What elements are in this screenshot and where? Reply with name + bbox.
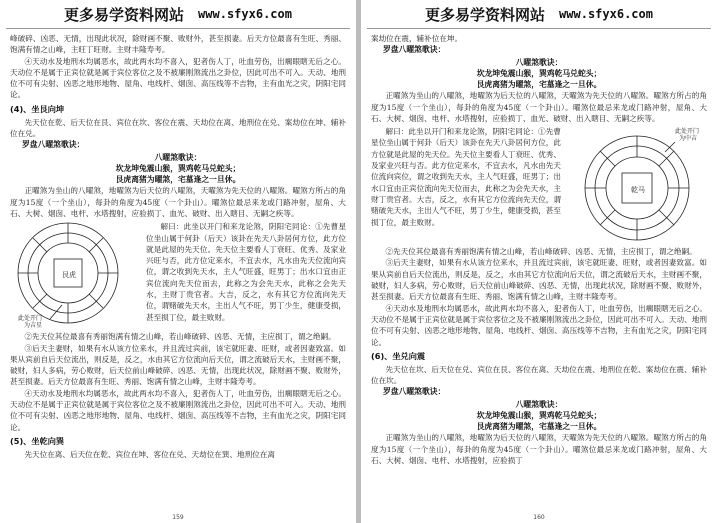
paragraph: 先天位在乾、后天位在艮、宾位在坎、客位在震、天劫位在离、地刑位在兑、案劫位在坤、辅补位在兑。 [10, 117, 346, 139]
poem-line: 艮虎离猪为曜煞，宅墓逢之一旦休。 [476, 80, 602, 90]
compass-diagram [10, 221, 140, 331]
diagram-center-label: 乾马 [631, 186, 645, 195]
poem-title: 八曜煞歌诀： [515, 58, 563, 68]
paragraph: ③后天主妻财，如果有水从该方位来水，并且流过宾前，该宅就旺妻、旺财，或者因妻致富。如果从宾前自后天位流出，则反是，反之，水由其它方位流向后天位，谓之流破后天水，主财画不聚，破财，妇人多病，劳心败财，后天位前山峰破碎、凶恶、无情，出现此状况，除财画不聚、败财外，甚至损妻。后天方位最喜有生旺、秀丽、饱满有情之山峰，主财丰隆寿考。 [371, 258, 707, 302]
poem-line: 坎龙坤兔震山猴，巽鸡乾马兑蛇头； [476, 69, 602, 79]
paragraph: ④天动水及地刑水均属恶水，故此两水均不喜入，犯者伤人丁，吐血劳伤，出瘸眼瞎无后之心。天动位不是属于正宾位就是属于宾位客位之及不被廉刚煞流出之卦位，因此可出不可入。天动、地刑位不可有尖射、凶恶之地形地物、屋角、电线杆、烟囱、高压线等不吉物，主有血光之灾，阴阳宅同论。 [10, 56, 346, 100]
paragraph: 先天位在离、后天位在乾、宾位在坤、客位在兑、天劫位在巽、地刑位在离 [24, 449, 276, 459]
paragraph: 正曜煞为坐山的八曜煞，地曜煞为后天位的八曜煞，天曜煞为先天位的八曜煞。曜煞方所占的角度为15度（一个坐山），每卦的角度为45度（一个卦山）。曜煞位最忌来龙或门路冲射，屋角、大石、大树、烟囱、电杆、水塔搜射，应验损丁、血光、破财、出入瞎目、无嗣之疾等。 [371, 91, 707, 123]
poem-line: 艮虎离猪为曜煞，宅墓逢之一旦休。 [476, 422, 602, 432]
section-heading: (4)、坐艮向坤 [10, 103, 65, 114]
site-url: www.sfyx6.com [559, 7, 653, 21]
subheading: 罗盘八曜煞歌诀： [383, 45, 446, 55]
poem-title: 八曜煞歌诀： [515, 400, 563, 410]
paragraph: 先天位在坎、后天位在兑、宾位在艮、客位在离、天劫位在震、地刑位在乾、案劫位在震、辅补位在坎。 [371, 364, 707, 386]
paragraph: ②先天位其位最喜有秀丽饱满有情之山峰，若山峰破碎、凶恶、无情，主应损丁，谓之绝嗣。 [24, 332, 336, 342]
diagram-note: 此处开门 [18, 315, 43, 323]
paragraph: ②先天位其位最喜有秀丽饱满有情之山峰，若山峰破碎、凶恶、无情，主应损丁，谓之绝嗣。 [385, 247, 697, 257]
subheading: 罗盘八曜煞歌诀： [383, 387, 446, 397]
diagram-note: 为中吉 [679, 135, 698, 143]
poem-line: 艮虎离猪为曜煞，宅墓逢之一旦休。 [115, 175, 241, 185]
right-page [361, 0, 717, 523]
paragraph: ④天动水及地刑水均属恶水，故此两水均不喜入，犯者伤人丁，吐血劳伤，出瘸眼瞎无后之心。天动位不是属于正宾位就是属于宾位客位之及不被廉刚煞流出之卦位，因此可出不可入。天动、地刑位不可有尖射、凶恶之地形地物、屋角、电线杆、烟囱、高压线等不吉物，主有血光之灾，阴阳宅同论。 [10, 388, 346, 432]
poem-title: 八曜煞歌诀： [154, 153, 202, 163]
paragraph: ③后天主妻财，如果有水从该方位来水，并且流过宾前，该宅就旺妻、旺财，或者因妻致富。如果从宾前自后天位流出，则反是，反之，水由其它方位流向后天位，谓之流破后天水，主财画不聚，破财，妇人多病，劳心败财，后天位前山峰破碎、凶恶、无情，出现此状况，除财画不聚、败财外，甚至损妻。后天方位最喜有生旺、秀丽、饱满有情之山峰，主财丰隆寿考。 [10, 343, 346, 387]
paragraph: 正曜煞为坐山的八曜煞，地曜煞为后天位的八曜煞，天曜煞为先天位的八曜煞。曜煞方所占的角度为15度（一个坐山），每卦的角度为45度（一个卦山）。曜煞位最忌来龙或门路冲射，屋角、大石、大树、烟囱、电杆、水塔搜射，应验损丁、血光、破财、出入瞎目、无嗣之疾等。 [10, 186, 346, 218]
page-header [6, 0, 350, 29]
subheading: 罗盘八曜煞歌诀： [22, 140, 85, 150]
compass-diagram [567, 126, 707, 246]
diagram-note: 为吉星 [24, 322, 43, 330]
diagram-note: 此处开门 [675, 128, 700, 136]
left-page [0, 0, 356, 523]
paragraph: ④天动水及地刑水均属恶水，故此两水均不喜入，犯者伤人丁，吐血劳伤，出瘸眼瞎无后之心。天动位不是属于正宾位就是属于宾位客位之及不被廉刚煞流出之卦位，因此可出不可入。天动、地刑位不可有尖射、凶恶之地形地物、屋角、电线杆、烟囱、高压线等不吉物，主有血光之灾，阴阳宅同论。 [371, 303, 707, 347]
page-number: 160 [533, 514, 545, 521]
paragraph: 峰破碎、凶恶、无情，出现此状况，除财画不聚、败财外，甚至损妻。后天方位最喜有生旺、秀丽、饱满有情之山峰，主旺丁旺财。主财丰隆寿考。 [10, 34, 346, 55]
explanation: 解曰：此坐以开门和来龙论煞，阴阳宅同论：①先曹星位坐山属于何卦（后天）该卦在先天八卦居何方位，此方位就是此屋的先天位。先天位主要看人丁衰旺、优秀、及家业兴旺与否。此方位定来水，不宜去水，凡水由先天位流向宾位，谓之收到先天水，主人气旺盛，旺男丁；出水口宜由正宾位流向先天位而去，此称之为会先天水，主财丁贵官者。大吉，反之，水有其它方位流向先天位，谓赌破先天水，主出人气不旺，男丁少生，健康受损，甚至损丁位，最主败财。 [371, 127, 561, 227]
diagram-center-label: 艮虎 [62, 271, 76, 280]
section-heading: (6)、坐兑向震 [371, 350, 426, 361]
paragraph: 正曜煞为坐山的八曜煞，地曜煞为后天位的八曜煞，天曜煞为先天位的八曜煞。曜煞方所占的角度为15度（一个坐山），每卦的角度为45度（一个卦山）。曜煞位最忌来龙或门路冲射，屋角、大石、大树、烟囱、电杆、水塔搜射，应验损丁 [371, 433, 707, 466]
site-title: 更多易学资料网站 [64, 5, 185, 24]
site-url: www.sfyx6.com [198, 7, 292, 21]
paragraph: 案劫位在震，辅补位在坤。 [371, 34, 463, 43]
poem-line: 坎龙坤兔震山猴，巽鸡乾马兑蛇头； [115, 164, 241, 174]
page-header [367, 0, 711, 29]
section-heading: (5)、坐乾向巽 [10, 435, 65, 446]
site-title: 更多易学资料网站 [425, 5, 546, 24]
poem-line: 坎龙坤兔震山猴，巽鸡乾马兑蛇头； [476, 411, 602, 421]
page-number: 159 [172, 514, 184, 521]
explanation: 解曰：此坐以开门和来龙论煞，阴阳宅同论：①先曹星位坐山属于何卦（后天）该卦在先天八卦居何方位，此方位就是此屋的先天位。先天位主要看人丁衰旺、优秀、及家业兴旺与否，此方位定来水，不宜去水，凡水由先天位流向宾位，谓之收到先天水，主人气旺盛，旺男丁；出水口宜由正宾位流向先天位而去，此称之为会先天水，此称之会先天水，主财丁贵官者。大吉，反之，水有其它方位流向先天位，谓赌破先天水，主出人气不旺，男丁少生，健康受损，甚至损丁位，最主败财。 [146, 222, 346, 322]
